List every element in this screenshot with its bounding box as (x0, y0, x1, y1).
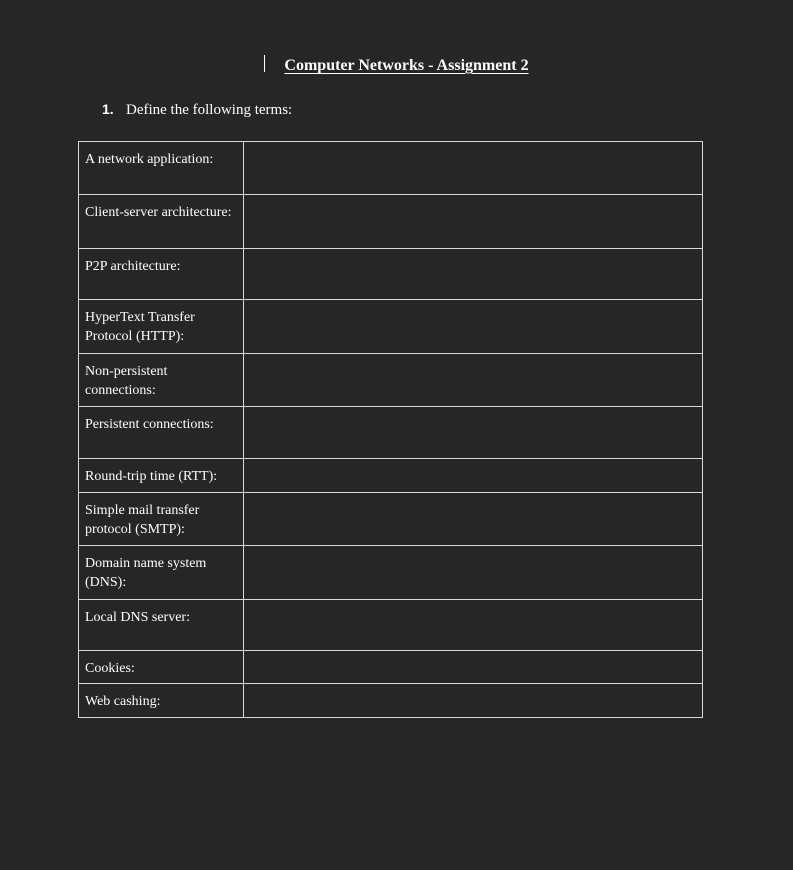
definition-cell[interactable] (244, 493, 703, 546)
table-row (79, 546, 703, 600)
term-cell: Cookies: (79, 651, 244, 684)
definition-cell[interactable] (244, 459, 703, 493)
question-1 (102, 101, 292, 119)
term-cell: Non-persistent connections: (79, 354, 244, 407)
table-row (79, 249, 703, 300)
definition-cell[interactable] (244, 684, 703, 718)
table-row (79, 459, 703, 493)
term-cell: HyperText Transfer Protocol (HTTP): (79, 300, 244, 354)
term-cell: Client-server architecture: (79, 195, 244, 249)
table-row (79, 493, 703, 546)
table-row (79, 651, 703, 684)
definition-cell[interactable] (244, 195, 703, 249)
table-row (79, 684, 703, 718)
table-row (79, 354, 703, 407)
term-cell: P2P architecture: (79, 249, 244, 300)
definition-cell[interactable] (244, 651, 703, 684)
text-cursor (264, 55, 265, 72)
term-cell: Domain name system (DNS): (79, 546, 244, 600)
question-text: Define the following terms: (126, 102, 293, 118)
term-cell: Local DNS server: (79, 600, 244, 651)
definition-cell[interactable] (244, 546, 703, 600)
term-cell: Simple mail transfer protocol (SMTP): (79, 493, 244, 546)
definition-cell[interactable] (244, 354, 703, 407)
table-row (79, 142, 703, 195)
title-line (0, 55, 793, 75)
definition-cell[interactable] (244, 407, 703, 459)
definition-cell[interactable] (244, 300, 703, 354)
definition-cell[interactable] (244, 142, 703, 195)
page-title: Computer Networks - Assignment 2 (284, 57, 529, 74)
terms-table (78, 141, 703, 718)
table-row (79, 195, 703, 249)
term-cell: Round-trip time (RTT): (79, 459, 244, 493)
table-row (79, 407, 703, 459)
table-row (79, 300, 703, 354)
term-cell: Web cashing: (79, 684, 244, 718)
table-row (79, 600, 703, 651)
definition-cell[interactable] (244, 249, 703, 300)
question-number: 1. (102, 101, 114, 117)
definition-cell[interactable] (244, 600, 703, 651)
term-cell: Persistent connections: (79, 407, 244, 459)
term-cell: A network application: (79, 142, 244, 195)
